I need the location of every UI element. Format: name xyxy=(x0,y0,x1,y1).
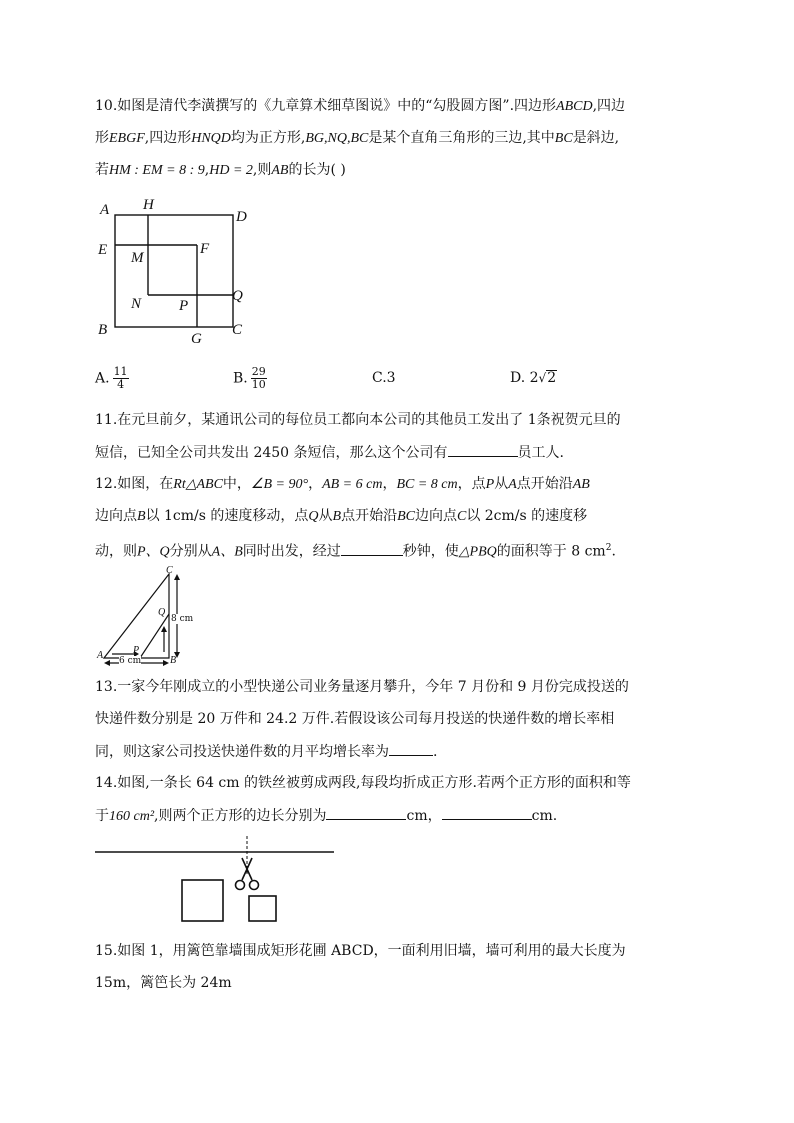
q14-wire-figure xyxy=(92,834,342,926)
q12-exponent: 2 xyxy=(605,543,612,553)
q13-line-2 xyxy=(95,709,614,729)
q11-line-2 xyxy=(95,442,564,463)
label-P: P xyxy=(179,298,189,314)
q12-text: 以 1cm/s 的速度移动，点 xyxy=(145,508,309,524)
q12-label-B: B xyxy=(170,655,177,666)
option-d-root: 2 xyxy=(547,370,557,386)
q12-c: C xyxy=(456,509,467,524)
q10-hd: HD = 2 xyxy=(209,163,253,178)
q12-text: . xyxy=(611,543,616,560)
option-d-prefix: D. 2 xyxy=(510,370,539,386)
q10-text: ,四边形 xyxy=(144,130,192,146)
q12-text: 动，则 xyxy=(95,543,137,560)
q12-text: ，点 xyxy=(457,476,486,492)
q10-option-a xyxy=(95,366,129,391)
q12-p: P xyxy=(485,477,495,492)
q12-text: ， xyxy=(308,476,323,492)
q12-label-C: C xyxy=(166,565,173,576)
option-a-num: 11 xyxy=(113,365,128,378)
q12-text: 同时出发，经过 xyxy=(242,543,341,560)
q12-text: 分别从 xyxy=(169,543,212,560)
q12-b: B xyxy=(137,509,146,524)
q13-text: 同，则这家公司投送快递件数的月平均增长率为 xyxy=(95,744,389,760)
q12-text: 秒钟，使 xyxy=(402,543,459,560)
label-C: C xyxy=(232,322,243,338)
q12-text: 从 xyxy=(318,508,333,524)
q10-text: 均为正方形, xyxy=(230,130,306,146)
q12-text: 点开始沿 xyxy=(341,508,398,524)
label-B: B xyxy=(98,322,108,338)
q10-text: 是某个直角三角形的三边,其中 xyxy=(368,130,555,146)
option-a-den: 4 xyxy=(117,378,125,391)
q10-line-1 xyxy=(95,96,625,117)
label-H: H xyxy=(143,197,154,213)
label-A: A xyxy=(100,202,110,218)
q15-text: 15.如图 1，用篱笆靠墙围成矩形花圃 ABCD，一面利用旧墙，墙可利用的最大长度为 xyxy=(95,943,626,959)
q14-text: 于 xyxy=(95,808,109,824)
q12-text: 点开始沿 xyxy=(516,476,573,492)
q10-option-c xyxy=(372,366,396,390)
q12-length-ab: 6 cm xyxy=(119,656,142,666)
option-b-prefix: B. xyxy=(233,370,248,387)
q12-text: 12.如图，在 xyxy=(95,476,174,492)
q10-sides: BG,NQ,BC xyxy=(305,131,369,146)
q11-answer-blank[interactable] xyxy=(448,442,518,457)
segment-pq xyxy=(140,614,169,658)
q12-text: 从 xyxy=(494,476,509,492)
q12-bc: BC xyxy=(397,509,415,524)
q10-ratio: HM : EM = 8 : 9 xyxy=(109,163,205,178)
q10-hnqd: HNQD xyxy=(191,131,231,146)
q12-pbq: △PBQ xyxy=(458,544,497,560)
q10-abcd: ABCD xyxy=(556,99,593,114)
option-b-num: 29 xyxy=(251,365,266,378)
q14-line-1 xyxy=(95,773,631,793)
label-E: E xyxy=(98,242,108,258)
q10-text: , xyxy=(204,162,210,178)
option-b-fraction xyxy=(251,366,267,391)
q14-unit: cm， xyxy=(406,808,442,824)
large-square xyxy=(182,880,223,921)
label-D: D xyxy=(236,209,247,225)
q15-line-2 xyxy=(95,973,232,993)
q12-bc-length: BC = 8 cm xyxy=(396,477,458,492)
q11-text: 短信，已知全公司共发出 2450 条短信，那么这个公司有 xyxy=(95,445,448,461)
q12-label-A: A xyxy=(97,650,104,661)
q12-text: 边向点 xyxy=(414,508,457,524)
q13-answer-blank[interactable] xyxy=(389,741,433,756)
q10-text: ,则 xyxy=(252,162,272,178)
label-F: F xyxy=(200,241,210,257)
q12-a: A xyxy=(508,477,517,492)
q12-ab-length: AB = 6 cm xyxy=(322,477,383,492)
q10-bc: BC xyxy=(554,131,573,146)
option-a-prefix: A. xyxy=(95,370,110,387)
q12-label-Q: Q xyxy=(158,607,166,618)
q14-answer-blank-2[interactable] xyxy=(442,805,532,820)
q12-label-P: P xyxy=(133,645,140,656)
q12-angle: ∠B = 90° xyxy=(250,477,309,492)
q12-text: ， xyxy=(382,476,397,492)
q14-line-2 xyxy=(95,805,557,827)
q10-text: 若 xyxy=(95,162,109,178)
q15-line-1 xyxy=(95,941,626,961)
q12-b: B xyxy=(332,509,342,524)
q11-line-1 xyxy=(95,410,621,430)
q12-line-2 xyxy=(95,506,587,527)
q10-option-b xyxy=(233,366,267,391)
label-Q: Q xyxy=(232,288,243,304)
q11-text: 11.在元旦前夕，某通讯公司的每位员工都向本公司的其他员工发出了 1条祝贺元旦的 xyxy=(95,412,621,428)
q12-triangle: Rt△ABC xyxy=(173,477,223,492)
q11-text: 员工人. xyxy=(517,445,564,461)
q10-text: 是斜边, xyxy=(572,130,620,146)
q10-text: 的长为( ) xyxy=(288,162,346,178)
q12-text: 边向点 xyxy=(95,508,137,524)
option-a-fraction xyxy=(113,366,129,391)
q13-text: 快递件数分别是 20 万件和 24.2 万件.若假设该公司每月投送的快递件数的增长率相 xyxy=(95,711,615,727)
q12-ab-points: A、B xyxy=(211,544,243,560)
q10-text: 10.如图是清代李潢撰写的《九章算术细草图说》中的“勾股圆方图”.四边形 xyxy=(95,98,557,114)
q10-ebgf: EBGF xyxy=(109,131,145,146)
q10-ab: AB xyxy=(271,163,289,178)
q10-text: ,四边 xyxy=(592,98,626,114)
q10-line-2 xyxy=(95,128,619,149)
q12-ab: AB xyxy=(572,477,590,492)
q10-line-3 xyxy=(95,160,346,181)
q14-unit: cm. xyxy=(531,808,558,824)
label-G: G xyxy=(191,331,202,347)
q14-text: 14.如图,一条长 64 cm 的铁丝被剪成两段,每段均折成正方形.若两个正方形的面积和等 xyxy=(95,775,631,791)
q12-pq: P、Q xyxy=(137,544,170,560)
q13-line-3 xyxy=(95,741,437,762)
small-square xyxy=(249,896,276,921)
label-M: M xyxy=(131,250,144,266)
q12-line-3 xyxy=(95,538,616,563)
q14-answer-blank-1[interactable] xyxy=(326,805,406,820)
q12-text: 的面积等于 8 cm xyxy=(496,543,606,560)
q13-line-1 xyxy=(95,677,629,697)
option-b-den: 10 xyxy=(251,378,266,391)
q12-q: Q xyxy=(308,509,319,524)
q12-text: 中， xyxy=(222,476,251,492)
option-c-text: C.3 xyxy=(372,370,396,386)
q12-text: 以 2cm/s 的速度移 xyxy=(466,508,588,524)
label-N: N xyxy=(131,296,142,312)
q13-text: 13.一家今年刚成立的小型快递公司业务量逐月攀升，今年 7 月份和 9 月份完成投送的 xyxy=(95,679,629,695)
q13-text: . xyxy=(433,744,438,760)
q10-text: 形 xyxy=(95,130,109,146)
q12-line-1 xyxy=(95,474,590,495)
q14-area: 160 cm² xyxy=(109,809,155,824)
q14-text: ,则两个正方形的边长分别为 xyxy=(154,808,327,824)
q15-text: 15m，篱笆长为 24m xyxy=(95,975,232,991)
q12-answer-blank[interactable] xyxy=(341,541,403,556)
q12-length-bc: 8 cm xyxy=(171,614,194,624)
q10-option-d: D. 2√2 xyxy=(510,370,557,386)
